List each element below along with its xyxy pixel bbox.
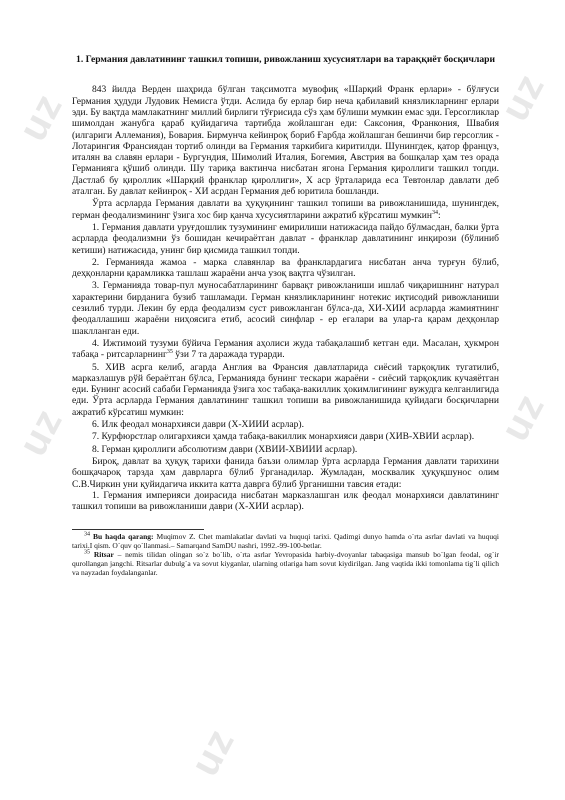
paragraph: Бироқ, давлат ва ҳуқуқ тарихи фанида баъзи олимлар ўрта асрларда Германия давлати тарихини бошқачароқ тарзда ҳам даврларга бўлиб ўрганадилар. Жумладан, москвалик ҳуқуқшунос олим С.В.Чиркин уни қуйидагича иккита катта даврга бўлиб ўрганишни тавсия етади: [72,455,499,490]
watermark: uz [492,386,554,449]
item-text: Курфюрстлар олигархияси ҳамда табақа-вакиллик монархияси даври (ХИВ-ХВИИ асрлар). [99,431,475,443]
footnote-text: Muqimov Z. Chet mamlakatlar davlati va huquqi tarixi. Qadimgi dunyo hamda o`rta asrlar davlati va huquqi tarixi.I qism. O`quv qo`llanmasi.– Samarqand SamDU nashri, 1992.-99-100-betlar. [72,532,500,551]
item-number: 6. [92,419,100,431]
item-number: 5. [92,361,100,373]
paragraph: 843 йилда Верден шаҳрида бўлган тақсимотга мувофиқ «Шарқий Франк ерлари» - бўлғуси Германия ҳудуди Лудовик Немисга ўтди. Аслида бу ерлар бир неча қабилавий князликларнинг ерлари эди. Бу вақтда мамлакатнинг миллий бирлиги тўғрисида сўз ҳам бўлиши мумкин емас эди. Герсогликлар шимолдан жанубга қараб қуйидагича тартибда жойлашган еди: Саксония, Франкония, Швабия (илгариги Аллемания), Бовария. Бирмунча кейинроқ бориб Ғарбда жойлашган бешинчи бир герсоглик - Лотарингия Франсиядан тортиб олинди ва Германия таркибига киритилди. Шунингдек, қатор француз, италян ва славян ерлари - Бургундия, Шимолий Италия, Богемия, Австрия ва бошқалар ҳам тез орада Германияга қўшиб олинди. Шу тариқа вактинча нисбатан ягона Германия қироллиги ташкил топди. Дастлаб бу қироллик «Шарқий франклар қироллиги», Х аср ўрталарида еса Тевтонлар давлати деб аталган. Бу давлат кейинроқ - ХИ асрдан Германия деб юритила бошланди. [72,84,499,198]
item-number: 2. [92,256,100,268]
item-text: Герман қироллиги абсолютизм даври (ХВИИ-ХВИИИ асрлар). [99,443,358,455]
item-number: 7. [92,431,100,443]
watermark: uz [10,86,72,149]
footnote-label: Bu haqda qarang: [92,532,154,542]
item-number: 4. [92,337,100,349]
footnote-ref[interactable]: 35 [166,349,173,356]
list-item [72,431,499,442]
item-text: Германияда жамоа - марка славянлар ва франклардагига нисбатан анча турғун бўлиб, деҳқонларни қарамликка ташлаш жараёни анча узоқ вақтга чўзилган. [72,256,499,280]
document-body [72,54,499,577]
list-item [72,419,499,430]
footnote [72,533,499,551]
footnote-ref[interactable]: 34 [432,209,439,216]
footnote-number: 35 [84,549,90,556]
item-number: 1. [92,221,100,233]
list-item [72,444,499,455]
item-text: Ижтимоий тузуми бўйича Германия аҳолиси жуда табақалашиб кетган еди. Масалан, ҳукмрон табақа - ритсарларнинг [72,337,499,361]
list-item [72,280,499,336]
footnote-number: 34 [84,531,90,538]
section-title: 1. Германия давлатининг ташкил топиши, ривожланиш хусусиятлари ва тараққиёт босқичлари [76,54,495,65]
list-item [72,338,499,361]
footnote-divider [72,529,204,530]
footnote-text: – nemis tilidan olingan so`z bo`lib, o`rta asrlar Yevropasida harbiy-dvoyanlar tabaqasiga mansub bo`lgan feodal, og`ir qurollangan jangchi. Ritsarlar dubulg`a va sovut kiyganlar, ularning otlariga ham sovut kiydirilgan. Jang vaqtida ikki tomonlama tig`li qilich va nayzadan foydalanganlar. [72,549,500,577]
list-item [72,222,499,256]
watermark: uz [182,721,244,784]
paragraph-text: Ўрта асрларда Германия давлати ва ҳуқуқининг ташкил топиши ва ривожланишида, шунингдек, герман феодализмининг ўзига хос бир қанча хусусиятларини ажратиб кўрсатиш мумкин [72,198,499,221]
paragraph: 1. Германия империяси доирасида нисбатан марказлашган илк феодал монархияси давлатининг ташкил топиши ва ривожланиши даври (Х-ХИИ асрлар). [72,489,499,513]
item-number: 3. [92,280,100,292]
list-item [72,257,499,280]
list-item [72,362,499,418]
item-text: Германияда товар-пул муносабатларининг барвақт ривожланиши ишлаб чиқаришнинг натурал характерини бирданига бузиб ташламади. Герман князликларининг нотекис иқтисодий ривожланиши сезилиб турди. Лекин бу ерда феодализм суст ривожланган бўлса-да, ХИ-ХИИ асрларда жамиятнинг феодаллашиш жараёни ниҳоясига етиб, асосий синфлар - ер егалари ва улар-га қарам деҳқонлар шаклланган еди. [72,280,499,337]
item-tail: ўзи 7 та даражада турарди. [172,349,285,361]
item-text: Илк феодал монархияси даври (Х-ХИИИ асрлар). [99,419,304,431]
watermark: uz [10,401,72,464]
item-text: Германия давлати уруғдошлик тузумининг емирилиши натижасида пайдо бўлмасдан, балки ўрта асрларда феодализмни ўз бошидан кечираётган давлат - франклар давлатининг инқирози (бўлиниб кетиши) натижасида, унинг бир қисмида ташкил топди. [72,221,499,256]
footnote-label: Ritsar [93,549,114,559]
item-text: ХИВ асрга келиб, агарда Англия ва Франсия давлатларида сиёсий тарқоқлик тугатилиб, марказлашув рўй бераётган бўлса, Германияда бунинг тескари жараёни - сиёсий тарқоқлик кучаяётган еди. Бунинг асосий сабаби Германияда ўзига хос табақа-вакиллик ҳокимлигининг вужудга келганлигида еди. Ўрта асрларда Германия давлатининг ташкил топиши ва ривожланишида қуйидаги босқичларни ажратиб кўрсатиш мумкин: [72,361,499,418]
paragraph [72,198,499,221]
paragraph-tail: : [438,209,441,221]
item-number: 8. [92,443,100,455]
footnote [72,551,499,577]
watermark: uz [492,66,554,129]
